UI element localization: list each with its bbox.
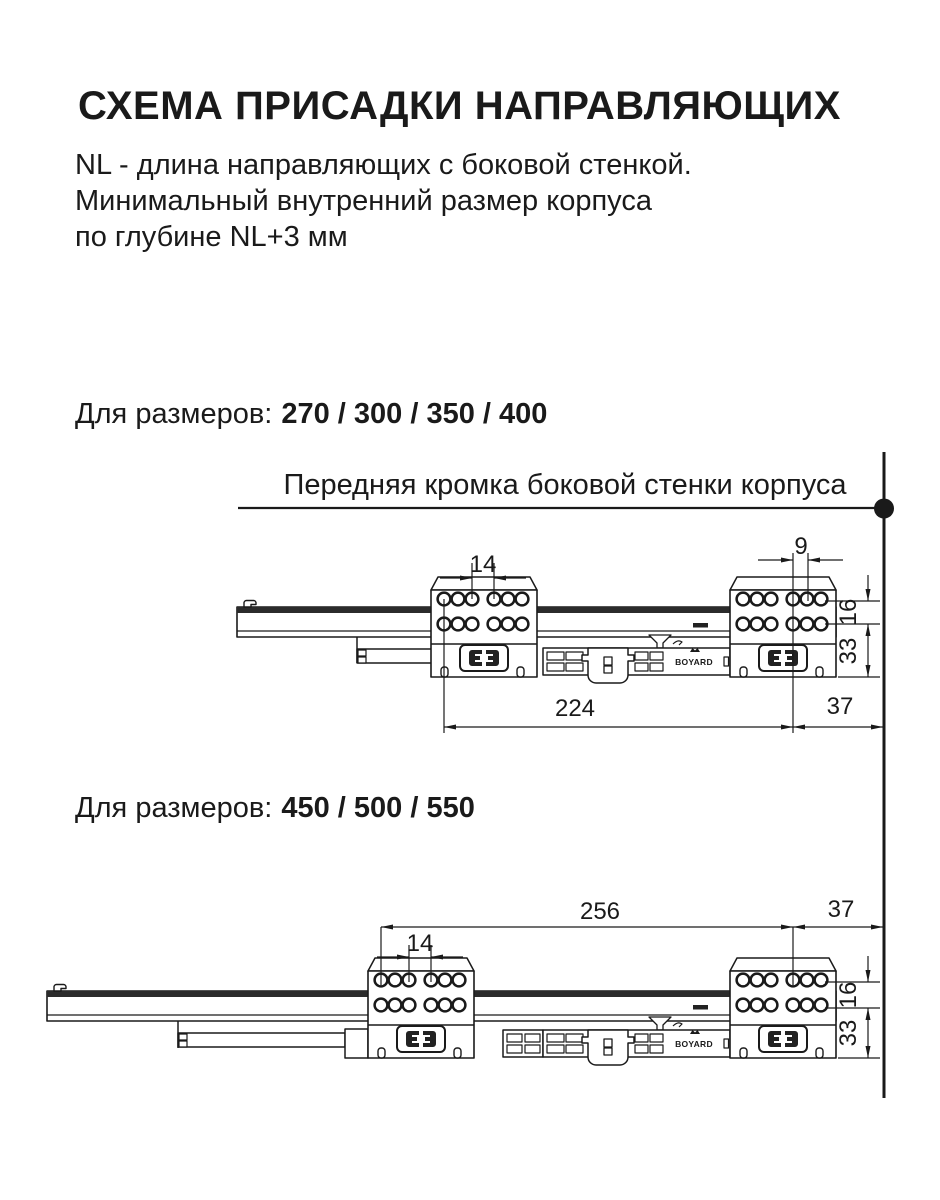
description-line: Минимальный внутренний размер корпуса bbox=[75, 185, 652, 217]
front-edge-label: Передняя кромка боковой стенки корпуса bbox=[283, 469, 847, 501]
description-line: NL - длина направляющих с боковой стенкой. bbox=[75, 149, 692, 181]
section-2-prefix: Для размеров: bbox=[75, 792, 273, 824]
mounting-bracket-right bbox=[730, 958, 836, 1058]
technical-diagram bbox=[0, 430, 940, 1130]
dim-14-label: 14 bbox=[406, 930, 434, 957]
edge-marker-dot bbox=[874, 499, 894, 519]
dim-256-label: 256 bbox=[579, 898, 621, 925]
dim-16-label: 16 bbox=[835, 981, 862, 1009]
dim-37-label: 37 bbox=[827, 896, 855, 923]
brand-logo: BOYARD bbox=[675, 657, 713, 667]
brand-logo: BOYARD bbox=[675, 1039, 713, 1049]
rail-hook bbox=[244, 601, 256, 608]
description bbox=[75, 147, 692, 255]
mounting-bracket-right bbox=[730, 577, 836, 677]
section-1-sizes: 270 / 300 / 350 / 400 bbox=[281, 398, 548, 430]
description-line: по глубине NL+3 мм bbox=[75, 221, 348, 253]
mounting-bracket-left bbox=[431, 577, 537, 677]
dim-33-label: 33 bbox=[835, 1019, 862, 1047]
drawing-270-400 bbox=[237, 577, 836, 683]
dim-37-label: 37 bbox=[826, 693, 854, 720]
section-1-label bbox=[75, 398, 547, 431]
drawing-450-550 bbox=[47, 958, 836, 1065]
dim-224-label: 224 bbox=[554, 695, 596, 722]
dim-33-label: 33 bbox=[835, 637, 862, 665]
section-1-prefix: Для размеров: bbox=[75, 398, 273, 430]
dim-14-label: 14 bbox=[469, 551, 497, 578]
dim-16-label: 16 bbox=[835, 598, 862, 626]
section-2-sizes: 450 / 500 / 550 bbox=[281, 792, 475, 824]
mounting-bracket-left bbox=[368, 958, 474, 1058]
rail-hook bbox=[54, 985, 66, 992]
dim-9-label: 9 bbox=[794, 533, 808, 560]
page-title: СХЕМА ПРИСАДКИ НАПРАВЛЯЮЩИХ bbox=[78, 84, 841, 128]
